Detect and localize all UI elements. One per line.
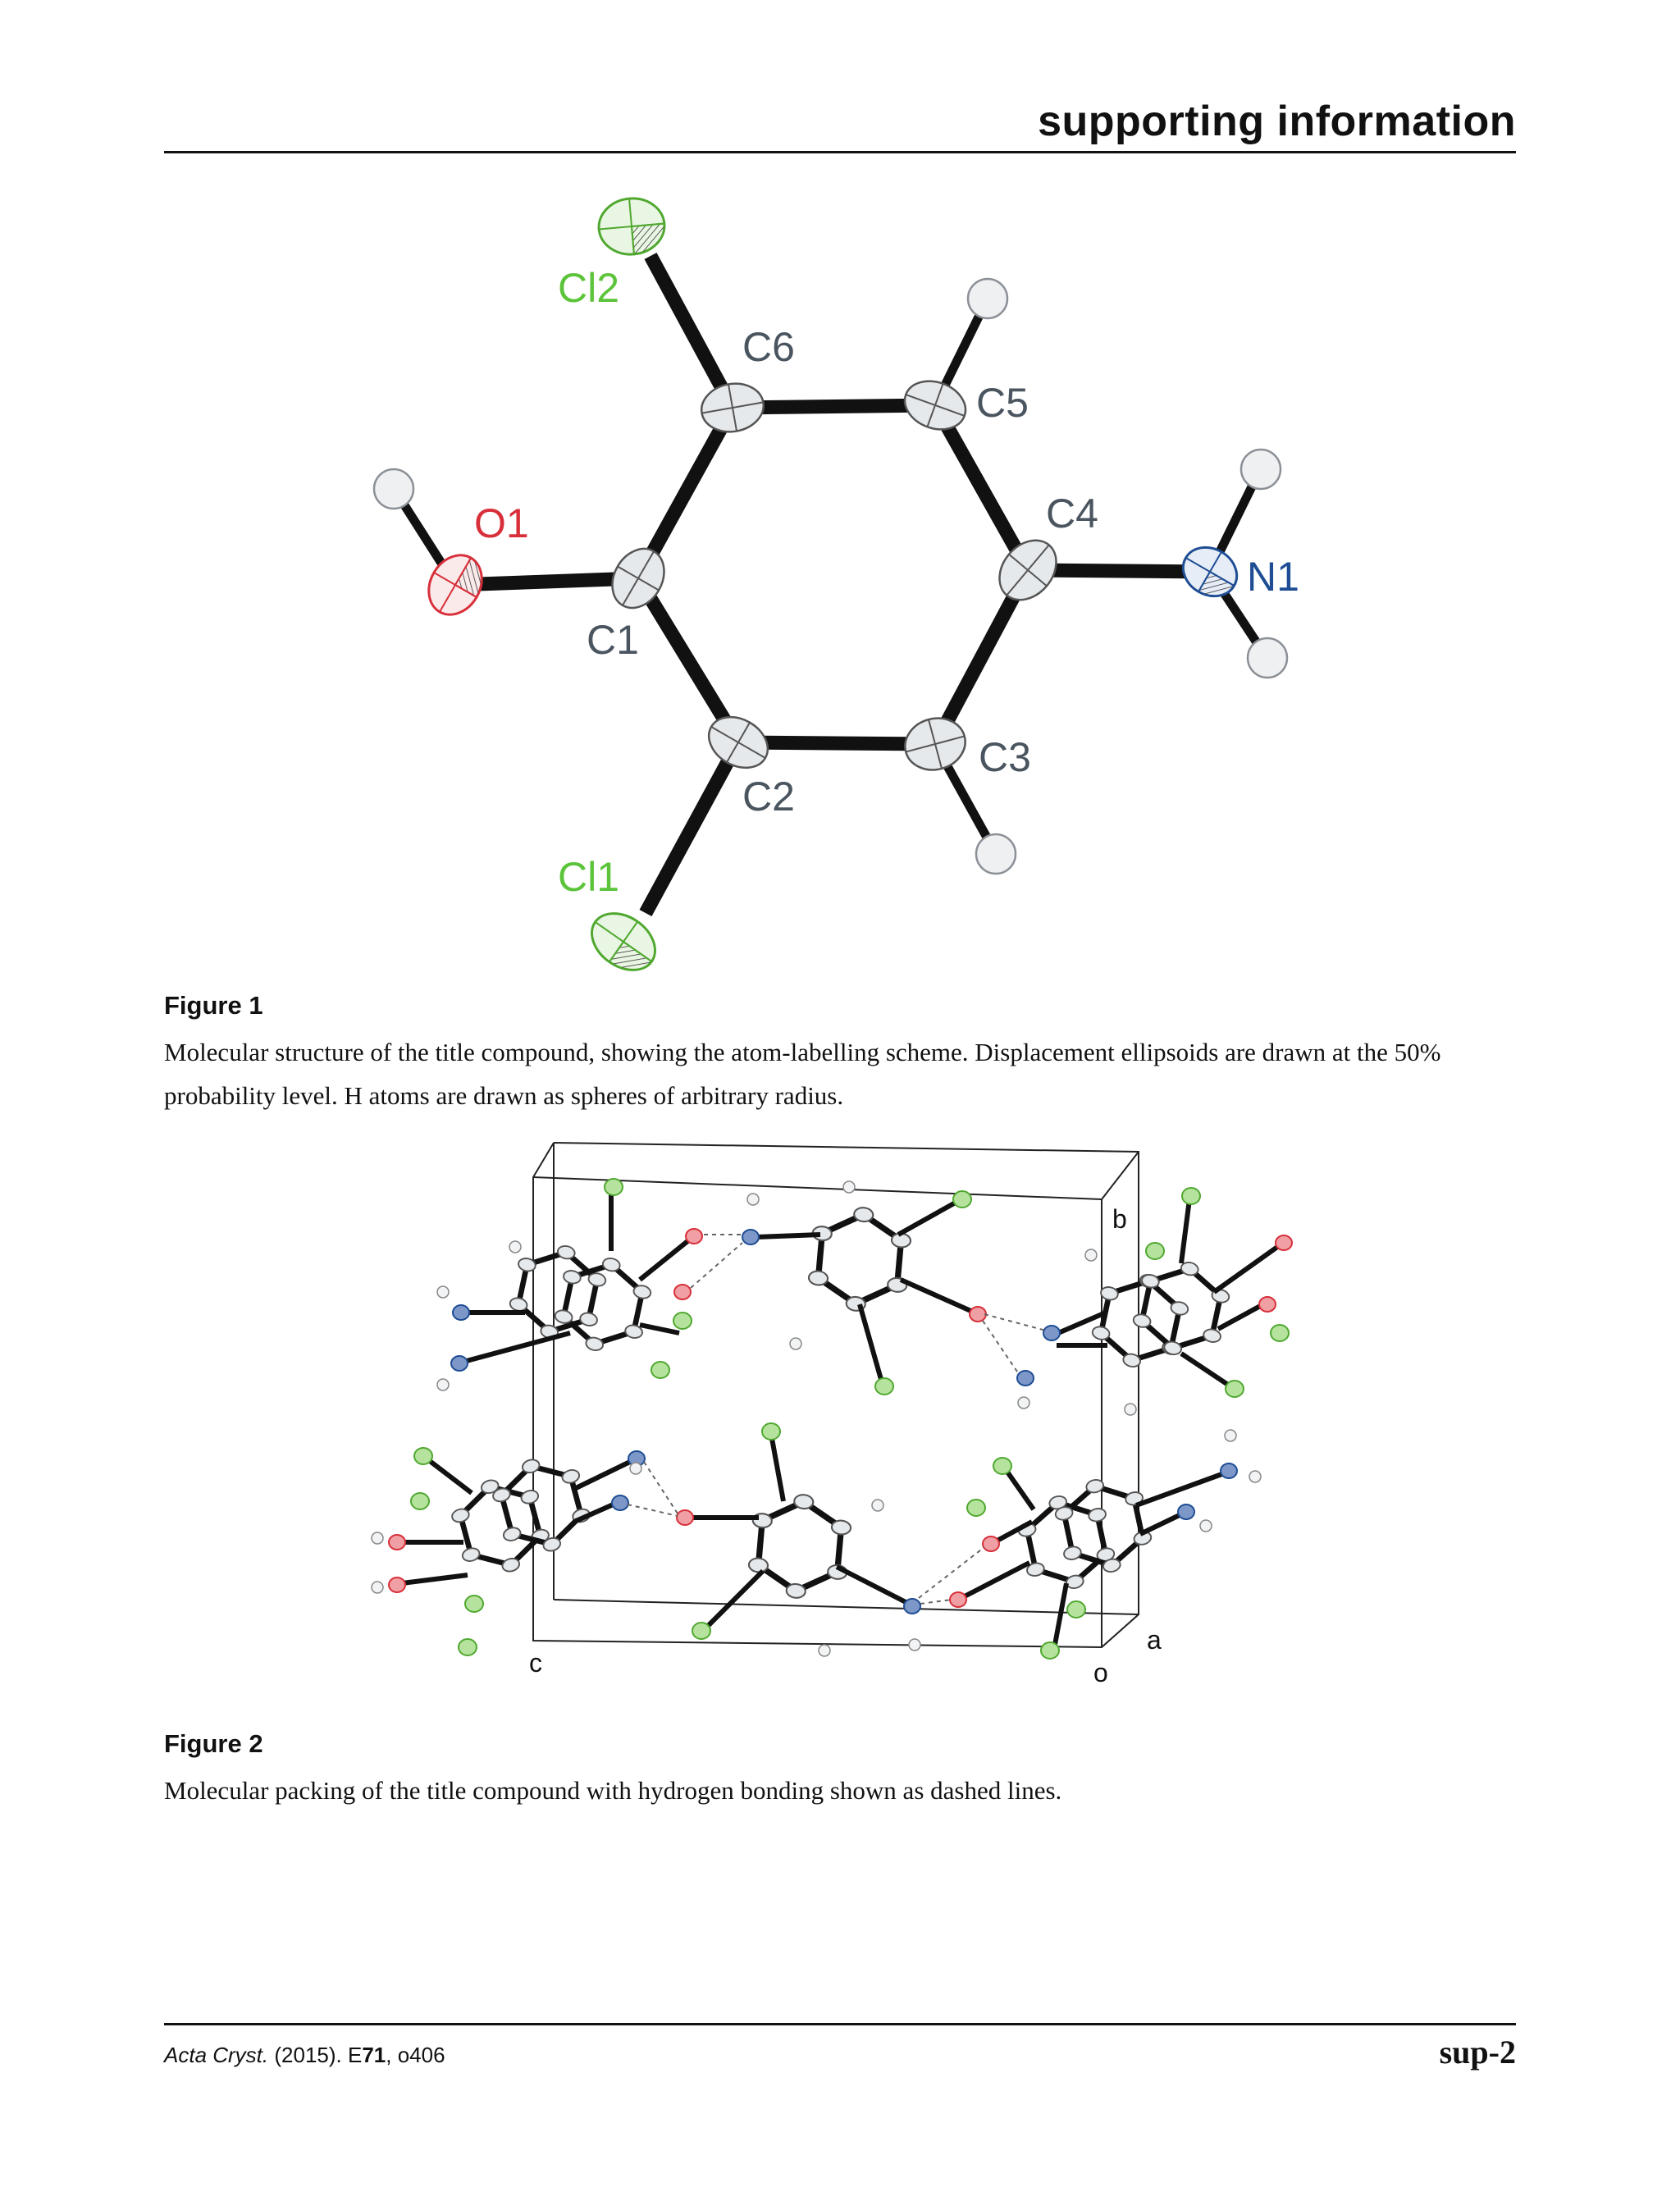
n-atom (742, 1230, 759, 1244)
label-o1: O1 (474, 500, 529, 546)
figure-2-caption: Molecular packing of the title compound with hydrogen bonding shown as dashed lines. (164, 1776, 1062, 1805)
carbon-atoms (602, 373, 1068, 778)
figure-2-packing-diagram (0, 1124, 1680, 1714)
hydrogen-c3 (976, 834, 1016, 874)
figure-1-label: Figure 1 (164, 991, 263, 1020)
label-c4: C4 (1046, 491, 1098, 536)
label-c3: C3 (979, 734, 1031, 780)
atom-c3 (899, 711, 971, 776)
molecule-stack-right-top (1017, 1188, 1292, 1397)
bonds (455, 256, 1210, 913)
footer-rule (164, 2023, 1516, 2025)
axis-label-b: b (1112, 1204, 1127, 1234)
o-atom (677, 1510, 693, 1525)
hydrogen-c5 (968, 279, 1007, 318)
figure-1-caption: Molecular structure of the title compound, showing the atom-labelling scheme. Displacement ellipsoids are drawn at the 50% probability level. H atoms are drawn as spheres of arbitrary radius. (164, 1038, 1441, 1110)
figure-1-molecular-structure (0, 156, 1680, 976)
axis-label-a: a (1147, 1625, 1162, 1655)
footer-journal: Acta Cryst. (164, 2043, 269, 2067)
bond-c5-c4 (935, 405, 1028, 570)
figure-2-label: Figure 2 (164, 1729, 263, 1758)
axis-label-o: o (1093, 1658, 1108, 1687)
bond-c2-cl1 (646, 742, 738, 913)
label-cl2: Cl2 (558, 265, 620, 311)
molecule-stack-left-bottom (389, 1448, 645, 1655)
bond-c6-cl2 (651, 256, 733, 408)
label-n1: N1 (1247, 554, 1299, 600)
axis-label-c: c (529, 1648, 542, 1678)
cl-atom (875, 1378, 893, 1395)
footer-volume: 71 (362, 2043, 386, 2067)
label-c6: C6 (742, 324, 795, 370)
atom-c4 (988, 529, 1067, 611)
label-c5: C5 (976, 380, 1029, 426)
page-number: sup-2 (1439, 2034, 1516, 2071)
atom-o1 (418, 546, 492, 624)
atom-n1 (1175, 538, 1246, 605)
cl-atom (692, 1623, 710, 1639)
hydrogen-n1b (1248, 638, 1287, 678)
atom-c1 (602, 540, 674, 618)
n-atom (904, 1599, 920, 1614)
molecule-stack-right-bottom (950, 1458, 1237, 1659)
o-atom (970, 1307, 986, 1322)
molecule-top-center (742, 1191, 986, 1395)
cl-atom (762, 1423, 780, 1440)
atom-c2 (700, 707, 777, 778)
footer-year: (2015). E (274, 2043, 363, 2067)
header-title: supporting information (1038, 98, 1516, 145)
footer-pages: , o406 (386, 2043, 445, 2067)
hydrogen-o1 (374, 469, 413, 509)
molecule-stack-left-top (451, 1179, 702, 1378)
footer-citation (164, 2043, 445, 2068)
atom-c5 (898, 373, 973, 438)
molecule-bottom-center (677, 1423, 920, 1639)
label-c2: C2 (742, 774, 795, 820)
label-c1: C1 (587, 617, 639, 663)
cl-atom (953, 1191, 971, 1208)
hydrogen-n1a (1241, 450, 1281, 489)
atom-cl2 (596, 196, 667, 258)
atom-c6 (698, 379, 768, 436)
label-cl1: Cl1 (558, 854, 620, 900)
header-rule (164, 151, 1516, 153)
